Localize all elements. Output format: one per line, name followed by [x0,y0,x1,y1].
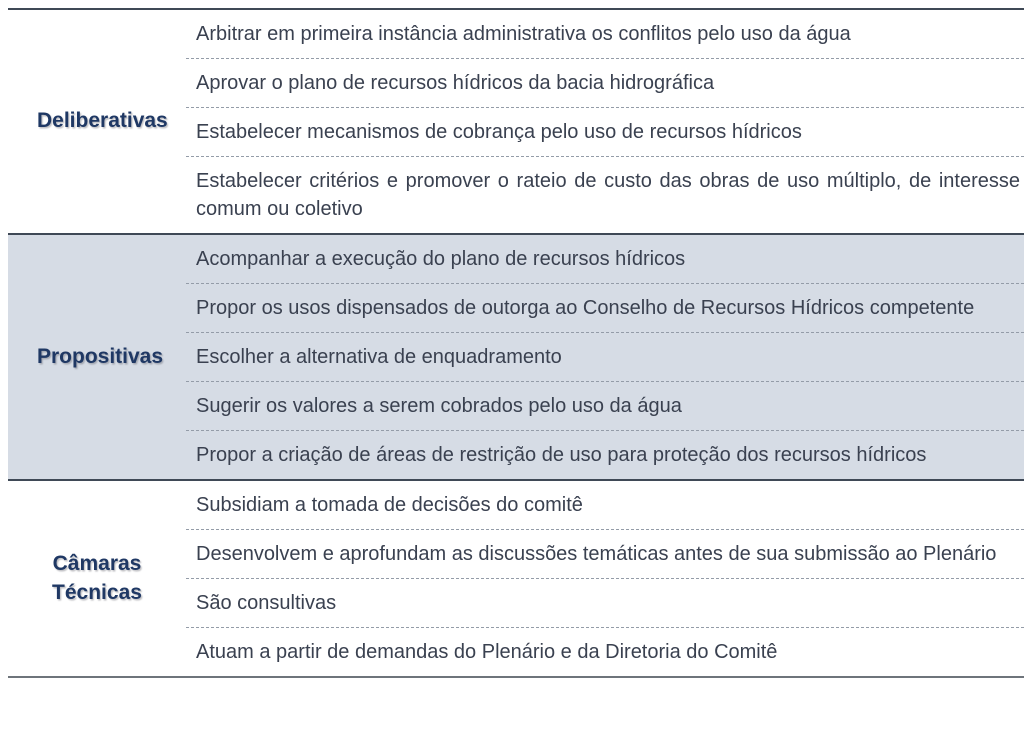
function-item-text: Sugerir os valores a serem cobrados pelo uso da água [196,395,682,417]
section-label-cell [8,235,186,479]
function-item-text: Arbitrar em primeira instância administrativa os conflitos pelo uso da água [196,23,851,45]
table-row [186,627,1024,676]
function-item-text: Estabelecer mecanismos de cobrança pelo uso de recursos hídricos [196,121,802,143]
function-item-text: Acompanhar a execução do plano de recursos hídricos [196,248,686,270]
section-label: Propositivas [37,344,164,368]
section-propositivas [8,233,1024,479]
table-row [186,578,1024,627]
functions-table [8,8,1024,678]
table-row [186,381,1024,430]
section-label-cell [8,10,186,233]
table-row [186,235,1024,283]
section-deliberativas [8,10,1024,233]
table-row [186,283,1024,332]
function-item-text: Escolher a alternativa de enquadramento [196,346,562,368]
table-row [186,430,1024,479]
function-item-text: Atuam a partir de demandas do Plenário e da Diretoria do Comitê [196,641,778,663]
table-row [186,58,1024,107]
table-row [186,481,1024,529]
section-label: Deliberativas [37,109,168,133]
function-item-text: Desenvolvem e aprofundam as discussões temáticas antes de sua submissão ao Plenário [196,543,997,565]
function-item-text: Estabelecer critérios e promover o rateio de custo das obras de uso múltiplo, de interesse comum ou coletivo [196,170,1020,220]
section-rows [186,235,1024,479]
table-row [186,529,1024,578]
function-item-text: Propor os usos dispensados de outorga ao Conselho de Recursos Hídricos competente [196,297,975,319]
section-rows [186,481,1024,676]
table-row [186,332,1024,381]
section-label: Câmaras Técnicas [52,552,142,604]
function-item-text: São consultivas [196,592,337,614]
section-rows [186,10,1024,233]
section-camaras-tecnicas [8,479,1024,676]
section-label-cell [8,481,186,676]
function-item-text: Subsidiam a tomada de decisões do comitê [196,494,583,516]
function-item-text: Propor a criação de áreas de restrição de uso para proteção dos recursos hídricos [196,444,927,466]
function-item-text: Aprovar o plano de recursos hídricos da bacia hidrográfica [196,72,715,94]
table-row [186,107,1024,156]
table-row [186,156,1024,233]
table-row [186,10,1024,58]
